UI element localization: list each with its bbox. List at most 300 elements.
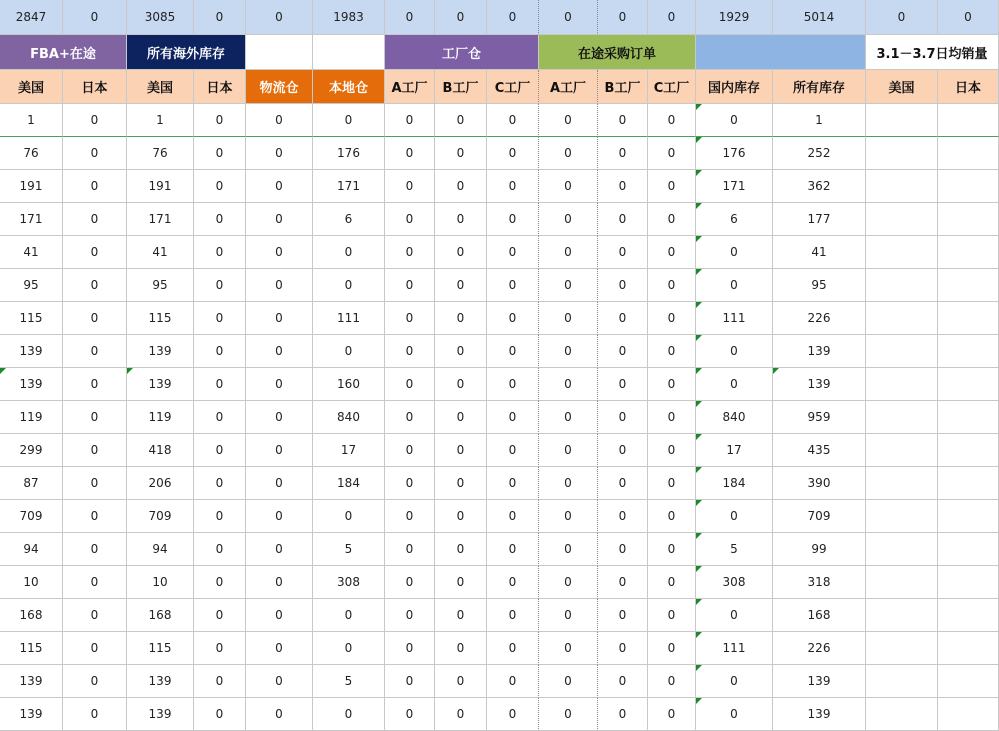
cell-sales-jp[interactable] <box>938 170 999 203</box>
cell-overseas-jp[interactable]: 0 <box>194 434 246 467</box>
cell-fba-us[interactable]: 139 <box>0 665 63 698</box>
cell-po-b[interactable]: 0 <box>598 236 648 269</box>
cell-factory-a[interactable]: 0 <box>385 401 435 434</box>
cell-domestic[interactable]: 17 <box>696 434 773 467</box>
total-cell[interactable]: 1983 <box>313 0 385 35</box>
cell-factory-c[interactable]: 0 <box>487 665 539 698</box>
cell-local[interactable]: 184 <box>313 467 385 500</box>
col-header-po-a[interactable]: A工厂 <box>539 70 598 104</box>
group-factory-header[interactable]: 工厂仓 <box>385 35 539 70</box>
total-cell[interactable]: 0 <box>385 0 435 35</box>
col-header-overseas-us[interactable]: 美国 <box>127 70 194 104</box>
cell-fba-us[interactable]: 87 <box>0 467 63 500</box>
cell-po-b[interactable]: 0 <box>598 434 648 467</box>
cell-local[interactable]: 308 <box>313 566 385 599</box>
cell-fba-us[interactable]: 168 <box>0 599 63 632</box>
cell-sales-jp[interactable] <box>938 104 999 137</box>
cell-factory-a[interactable]: 0 <box>385 698 435 731</box>
total-cell[interactable]: 0 <box>246 0 313 35</box>
cell-factory-c[interactable]: 0 <box>487 236 539 269</box>
cell-domestic[interactable]: 0 <box>696 104 773 137</box>
cell-po-c[interactable]: 0 <box>648 632 696 665</box>
cell-logistics[interactable]: 0 <box>246 104 313 137</box>
cell-sales-us[interactable] <box>866 203 938 236</box>
cell-domestic[interactable]: 0 <box>696 269 773 302</box>
cell-fba-us[interactable]: 94 <box>0 533 63 566</box>
cell-po-a[interactable]: 0 <box>539 434 598 467</box>
cell-sales-us[interactable] <box>866 698 938 731</box>
cell-overseas-us[interactable]: 115 <box>127 302 194 335</box>
cell-po-a[interactable]: 0 <box>539 170 598 203</box>
cell-po-b[interactable]: 0 <box>598 467 648 500</box>
cell-po-a[interactable]: 0 <box>539 104 598 137</box>
cell-overseas-jp[interactable]: 0 <box>194 269 246 302</box>
col-header-fba-us[interactable]: 美国 <box>0 70 63 104</box>
cell-fba-us[interactable]: 41 <box>0 236 63 269</box>
cell-fba-us[interactable]: 299 <box>0 434 63 467</box>
cell-overseas-jp[interactable]: 0 <box>194 368 246 401</box>
cell-factory-c[interactable]: 0 <box>487 335 539 368</box>
cell-po-b[interactable]: 0 <box>598 368 648 401</box>
cell-sales-us[interactable] <box>866 368 938 401</box>
cell-sales-jp[interactable] <box>938 137 999 170</box>
cell-fba-jp[interactable]: 0 <box>63 335 127 368</box>
cell-fba-jp[interactable]: 0 <box>63 566 127 599</box>
cell-fba-us[interactable]: 10 <box>0 566 63 599</box>
cell-fba-us[interactable]: 76 <box>0 137 63 170</box>
cell-sales-us[interactable] <box>866 599 938 632</box>
cell-overseas-jp[interactable]: 0 <box>194 335 246 368</box>
cell-po-c[interactable]: 0 <box>648 599 696 632</box>
cell-logistics[interactable]: 0 <box>246 665 313 698</box>
cell-factory-c[interactable]: 0 <box>487 533 539 566</box>
cell-po-a[interactable]: 0 <box>539 236 598 269</box>
cell-overseas-us[interactable]: 10 <box>127 566 194 599</box>
cell-logistics[interactable]: 0 <box>246 632 313 665</box>
cell-overseas-us[interactable]: 115 <box>127 632 194 665</box>
cell-factory-b[interactable]: 0 <box>435 599 487 632</box>
cell-factory-b[interactable]: 0 <box>435 566 487 599</box>
cell-factory-b[interactable]: 0 <box>435 401 487 434</box>
cell-fba-jp[interactable]: 0 <box>63 632 127 665</box>
cell-domestic[interactable]: 171 <box>696 170 773 203</box>
cell-sales-jp[interactable] <box>938 434 999 467</box>
cell-overseas-jp[interactable]: 0 <box>194 302 246 335</box>
cell-factory-c[interactable]: 0 <box>487 137 539 170</box>
cell-po-a[interactable]: 0 <box>539 566 598 599</box>
cell-overseas-us[interactable]: 139 <box>127 335 194 368</box>
cell-overseas-us[interactable]: 171 <box>127 203 194 236</box>
total-cell[interactable]: 0 <box>435 0 487 35</box>
cell-domestic[interactable]: 0 <box>696 599 773 632</box>
cell-logistics[interactable]: 0 <box>246 170 313 203</box>
cell-po-c[interactable]: 0 <box>648 698 696 731</box>
cell-factory-c[interactable]: 0 <box>487 500 539 533</box>
cell-overseas-jp[interactable]: 0 <box>194 566 246 599</box>
cell-factory-c[interactable]: 0 <box>487 566 539 599</box>
cell-fba-jp[interactable]: 0 <box>63 104 127 137</box>
cell-logistics[interactable]: 0 <box>246 533 313 566</box>
total-cell[interactable]: 0 <box>63 0 127 35</box>
cell-sales-jp[interactable] <box>938 236 999 269</box>
col-header-po-c[interactable]: C工厂 <box>648 70 696 104</box>
cell-factory-b[interactable]: 0 <box>435 269 487 302</box>
cell-sales-us[interactable] <box>866 269 938 302</box>
cell-total[interactable]: 177 <box>773 203 866 236</box>
cell-po-a[interactable]: 0 <box>539 698 598 731</box>
cell-fba-jp[interactable]: 0 <box>63 269 127 302</box>
cell-overseas-jp[interactable]: 0 <box>194 104 246 137</box>
blank-cell[interactable] <box>313 35 385 70</box>
cell-factory-a[interactable]: 0 <box>385 533 435 566</box>
cell-factory-a[interactable]: 0 <box>385 170 435 203</box>
cell-overseas-us[interactable]: 418 <box>127 434 194 467</box>
cell-fba-jp[interactable]: 0 <box>63 500 127 533</box>
cell-po-c[interactable]: 0 <box>648 335 696 368</box>
col-header-overseas-jp[interactable]: 日本 <box>194 70 246 104</box>
cell-fba-us[interactable]: 171 <box>0 203 63 236</box>
cell-factory-c[interactable]: 0 <box>487 269 539 302</box>
cell-local[interactable]: 0 <box>313 269 385 302</box>
cell-po-b[interactable]: 0 <box>598 269 648 302</box>
col-header-sales-us[interactable]: 美国 <box>866 70 938 104</box>
cell-factory-a[interactable]: 0 <box>385 434 435 467</box>
cell-overseas-us[interactable]: 139 <box>127 368 194 401</box>
cell-overseas-us[interactable]: 191 <box>127 170 194 203</box>
cell-logistics[interactable]: 0 <box>246 401 313 434</box>
total-cell[interactable]: 2847 <box>0 0 63 35</box>
group-po-header[interactable]: 在途采购订单 <box>539 35 696 70</box>
cell-po-b[interactable]: 0 <box>598 599 648 632</box>
cell-fba-jp[interactable]: 0 <box>63 203 127 236</box>
cell-factory-a[interactable]: 0 <box>385 335 435 368</box>
cell-po-c[interactable]: 0 <box>648 104 696 137</box>
cell-po-c[interactable]: 0 <box>648 665 696 698</box>
cell-po-a[interactable]: 0 <box>539 335 598 368</box>
cell-factory-b[interactable]: 0 <box>435 632 487 665</box>
col-header-factory-a[interactable]: A工厂 <box>385 70 435 104</box>
cell-po-a[interactable]: 0 <box>539 368 598 401</box>
cell-sales-jp[interactable] <box>938 665 999 698</box>
cell-factory-a[interactable]: 0 <box>385 500 435 533</box>
cell-local[interactable]: 5 <box>313 665 385 698</box>
col-header-domestic[interactable]: 国内库存 <box>696 70 773 104</box>
cell-logistics[interactable]: 0 <box>246 335 313 368</box>
col-header-po-b[interactable]: B工厂 <box>598 70 648 104</box>
cell-domestic[interactable]: 0 <box>696 665 773 698</box>
cell-sales-us[interactable] <box>866 104 938 137</box>
cell-sales-us[interactable] <box>866 236 938 269</box>
cell-po-b[interactable]: 0 <box>598 137 648 170</box>
cell-overseas-jp[interactable]: 0 <box>194 698 246 731</box>
cell-factory-b[interactable]: 0 <box>435 203 487 236</box>
cell-po-b[interactable]: 0 <box>598 566 648 599</box>
cell-po-b[interactable]: 0 <box>598 533 648 566</box>
cell-total[interactable]: 252 <box>773 137 866 170</box>
cell-fba-us[interactable]: 139 <box>0 335 63 368</box>
cell-sales-us[interactable] <box>866 632 938 665</box>
cell-overseas-us[interactable]: 139 <box>127 665 194 698</box>
cell-factory-b[interactable]: 0 <box>435 698 487 731</box>
cell-overseas-us[interactable]: 206 <box>127 467 194 500</box>
cell-sales-us[interactable] <box>866 434 938 467</box>
cell-overseas-jp[interactable]: 0 <box>194 467 246 500</box>
cell-overseas-us[interactable]: 41 <box>127 236 194 269</box>
cell-sales-jp[interactable] <box>938 566 999 599</box>
cell-fba-us[interactable]: 95 <box>0 269 63 302</box>
cell-total[interactable]: 139 <box>773 665 866 698</box>
cell-factory-a[interactable]: 0 <box>385 599 435 632</box>
cell-logistics[interactable]: 0 <box>246 500 313 533</box>
cell-po-c[interactable]: 0 <box>648 170 696 203</box>
cell-total[interactable]: 226 <box>773 632 866 665</box>
group-sales-header[interactable]: 3.1－3.7日均销量 <box>866 35 999 70</box>
cell-fba-us[interactable]: 119 <box>0 401 63 434</box>
cell-factory-a[interactable]: 0 <box>385 467 435 500</box>
col-header-fba-jp[interactable]: 日本 <box>63 70 127 104</box>
cell-local[interactable]: 0 <box>313 500 385 533</box>
cell-factory-b[interactable]: 0 <box>435 368 487 401</box>
cell-factory-b[interactable]: 0 <box>435 302 487 335</box>
cell-total[interactable]: 226 <box>773 302 866 335</box>
cell-domestic[interactable]: 111 <box>696 632 773 665</box>
cell-fba-jp[interactable]: 0 <box>63 137 127 170</box>
cell-local[interactable]: 171 <box>313 170 385 203</box>
cell-fba-jp[interactable]: 0 <box>63 665 127 698</box>
cell-sales-us[interactable] <box>866 566 938 599</box>
cell-local[interactable]: 840 <box>313 401 385 434</box>
cell-local[interactable]: 0 <box>313 698 385 731</box>
cell-factory-b[interactable]: 0 <box>435 137 487 170</box>
cell-sales-jp[interactable] <box>938 335 999 368</box>
cell-po-a[interactable]: 0 <box>539 203 598 236</box>
cell-fba-jp[interactable]: 0 <box>63 401 127 434</box>
cell-logistics[interactable]: 0 <box>246 269 313 302</box>
cell-local[interactable]: 0 <box>313 236 385 269</box>
cell-sales-jp[interactable] <box>938 302 999 335</box>
cell-factory-a[interactable]: 0 <box>385 203 435 236</box>
cell-po-a[interactable]: 0 <box>539 302 598 335</box>
cell-total[interactable]: 1 <box>773 104 866 137</box>
cell-overseas-jp[interactable]: 0 <box>194 500 246 533</box>
cell-overseas-jp[interactable]: 0 <box>194 236 246 269</box>
cell-overseas-jp[interactable]: 0 <box>194 533 246 566</box>
cell-logistics[interactable]: 0 <box>246 137 313 170</box>
cell-po-c[interactable]: 0 <box>648 467 696 500</box>
cell-total[interactable]: 390 <box>773 467 866 500</box>
cell-po-b[interactable]: 0 <box>598 698 648 731</box>
cell-total[interactable]: 139 <box>773 368 866 401</box>
total-cell[interactable]: 0 <box>648 0 696 35</box>
cell-domestic[interactable]: 0 <box>696 368 773 401</box>
cell-overseas-jp[interactable]: 0 <box>194 599 246 632</box>
total-cell[interactable]: 0 <box>194 0 246 35</box>
cell-sales-us[interactable] <box>866 533 938 566</box>
cell-sales-jp[interactable] <box>938 632 999 665</box>
cell-sales-us[interactable] <box>866 500 938 533</box>
cell-factory-b[interactable]: 0 <box>435 665 487 698</box>
cell-domestic[interactable]: 0 <box>696 698 773 731</box>
cell-factory-a[interactable]: 0 <box>385 665 435 698</box>
cell-factory-c[interactable]: 0 <box>487 302 539 335</box>
cell-local[interactable]: 160 <box>313 368 385 401</box>
total-cell[interactable]: 0 <box>539 0 598 35</box>
cell-local[interactable]: 5 <box>313 533 385 566</box>
cell-domestic[interactable]: 0 <box>696 500 773 533</box>
cell-overseas-jp[interactable]: 0 <box>194 632 246 665</box>
cell-sales-jp[interactable] <box>938 467 999 500</box>
cell-logistics[interactable]: 0 <box>246 467 313 500</box>
cell-overseas-us[interactable]: 76 <box>127 137 194 170</box>
cell-logistics[interactable]: 0 <box>246 599 313 632</box>
cell-local[interactable]: 0 <box>313 632 385 665</box>
cell-po-b[interactable]: 0 <box>598 203 648 236</box>
cell-domestic[interactable]: 184 <box>696 467 773 500</box>
col-header-factory-b[interactable]: B工厂 <box>435 70 487 104</box>
cell-sales-jp[interactable] <box>938 599 999 632</box>
cell-sales-jp[interactable] <box>938 401 999 434</box>
cell-factory-c[interactable]: 0 <box>487 368 539 401</box>
cell-overseas-jp[interactable]: 0 <box>194 137 246 170</box>
cell-fba-us[interactable]: 709 <box>0 500 63 533</box>
blank-blue-cell[interactable] <box>696 35 866 70</box>
cell-fba-us[interactable]: 1 <box>0 104 63 137</box>
cell-domestic[interactable]: 6 <box>696 203 773 236</box>
cell-sales-jp[interactable] <box>938 269 999 302</box>
cell-factory-a[interactable]: 0 <box>385 566 435 599</box>
cell-overseas-us[interactable]: 168 <box>127 599 194 632</box>
cell-fba-jp[interactable]: 0 <box>63 302 127 335</box>
cell-factory-b[interactable]: 0 <box>435 500 487 533</box>
cell-po-b[interactable]: 0 <box>598 302 648 335</box>
cell-total[interactable]: 959 <box>773 401 866 434</box>
cell-sales-us[interactable] <box>866 467 938 500</box>
cell-overseas-jp[interactable]: 0 <box>194 665 246 698</box>
cell-po-a[interactable]: 0 <box>539 533 598 566</box>
cell-factory-a[interactable]: 0 <box>385 269 435 302</box>
cell-factory-a[interactable]: 0 <box>385 104 435 137</box>
cell-local[interactable]: 0 <box>313 104 385 137</box>
cell-logistics[interactable]: 0 <box>246 698 313 731</box>
cell-po-b[interactable]: 0 <box>598 632 648 665</box>
cell-sales-jp[interactable] <box>938 203 999 236</box>
cell-domestic[interactable]: 111 <box>696 302 773 335</box>
cell-total[interactable]: 168 <box>773 599 866 632</box>
cell-factory-c[interactable]: 0 <box>487 203 539 236</box>
col-header-logistics[interactable]: 物流仓 <box>246 70 313 104</box>
cell-logistics[interactable]: 0 <box>246 203 313 236</box>
cell-po-a[interactable]: 0 <box>539 467 598 500</box>
cell-factory-c[interactable]: 0 <box>487 434 539 467</box>
cell-po-c[interactable]: 0 <box>648 566 696 599</box>
cell-fba-jp[interactable]: 0 <box>63 170 127 203</box>
cell-local[interactable]: 0 <box>313 599 385 632</box>
cell-local[interactable]: 6 <box>313 203 385 236</box>
cell-sales-us[interactable] <box>866 335 938 368</box>
total-cell[interactable]: 0 <box>598 0 648 35</box>
cell-overseas-jp[interactable]: 0 <box>194 170 246 203</box>
cell-overseas-jp[interactable]: 0 <box>194 203 246 236</box>
group-fba-header[interactable]: FBA+在途 <box>0 35 127 70</box>
cell-po-c[interactable]: 0 <box>648 500 696 533</box>
cell-domestic[interactable]: 0 <box>696 335 773 368</box>
cell-fba-jp[interactable]: 0 <box>63 434 127 467</box>
cell-po-a[interactable]: 0 <box>539 137 598 170</box>
cell-factory-c[interactable]: 0 <box>487 401 539 434</box>
cell-po-c[interactable]: 0 <box>648 269 696 302</box>
cell-po-b[interactable]: 0 <box>598 170 648 203</box>
total-cell[interactable]: 1929 <box>696 0 773 35</box>
cell-po-c[interactable]: 0 <box>648 302 696 335</box>
total-cell[interactable]: 3085 <box>127 0 194 35</box>
col-header-sales-jp[interactable]: 日本 <box>938 70 999 104</box>
cell-fba-us[interactable]: 139 <box>0 698 63 731</box>
cell-overseas-us[interactable]: 1 <box>127 104 194 137</box>
cell-sales-us[interactable] <box>866 170 938 203</box>
cell-po-c[interactable]: 0 <box>648 533 696 566</box>
cell-total[interactable]: 435 <box>773 434 866 467</box>
cell-factory-b[interactable]: 0 <box>435 236 487 269</box>
cell-sales-jp[interactable] <box>938 698 999 731</box>
cell-domestic[interactable]: 176 <box>696 137 773 170</box>
cell-factory-a[interactable]: 0 <box>385 137 435 170</box>
cell-overseas-us[interactable]: 709 <box>127 500 194 533</box>
cell-factory-c[interactable]: 0 <box>487 698 539 731</box>
cell-po-c[interactable]: 0 <box>648 434 696 467</box>
cell-po-c[interactable]: 0 <box>648 236 696 269</box>
cell-total[interactable]: 95 <box>773 269 866 302</box>
cell-fba-us[interactable]: 115 <box>0 302 63 335</box>
cell-total[interactable]: 362 <box>773 170 866 203</box>
col-header-total[interactable]: 所有库存 <box>773 70 866 104</box>
cell-factory-b[interactable]: 0 <box>435 467 487 500</box>
cell-fba-jp[interactable]: 0 <box>63 236 127 269</box>
cell-sales-jp[interactable] <box>938 368 999 401</box>
cell-factory-a[interactable]: 0 <box>385 302 435 335</box>
cell-logistics[interactable]: 0 <box>246 302 313 335</box>
cell-logistics[interactable]: 0 <box>246 566 313 599</box>
cell-po-b[interactable]: 0 <box>598 500 648 533</box>
cell-po-a[interactable]: 0 <box>539 599 598 632</box>
cell-po-a[interactable]: 0 <box>539 632 598 665</box>
cell-sales-us[interactable] <box>866 302 938 335</box>
cell-factory-b[interactable]: 0 <box>435 170 487 203</box>
cell-sales-jp[interactable] <box>938 533 999 566</box>
cell-total[interactable]: 139 <box>773 335 866 368</box>
cell-fba-jp[interactable]: 0 <box>63 599 127 632</box>
cell-po-b[interactable]: 0 <box>598 335 648 368</box>
total-cell[interactable]: 0 <box>938 0 999 35</box>
cell-domestic[interactable]: 0 <box>696 236 773 269</box>
total-cell[interactable]: 5014 <box>773 0 866 35</box>
total-cell[interactable]: 0 <box>866 0 938 35</box>
cell-sales-us[interactable] <box>866 665 938 698</box>
cell-po-b[interactable]: 0 <box>598 104 648 137</box>
cell-factory-b[interactable]: 0 <box>435 104 487 137</box>
cell-factory-a[interactable]: 0 <box>385 236 435 269</box>
cell-fba-us[interactable]: 115 <box>0 632 63 665</box>
cell-fba-jp[interactable]: 0 <box>63 533 127 566</box>
col-header-local[interactable]: 本地仓 <box>313 70 385 104</box>
cell-po-b[interactable]: 0 <box>598 665 648 698</box>
cell-factory-b[interactable]: 0 <box>435 533 487 566</box>
cell-po-c[interactable]: 0 <box>648 203 696 236</box>
cell-factory-b[interactable]: 0 <box>435 335 487 368</box>
cell-po-c[interactable]: 0 <box>648 137 696 170</box>
cell-po-a[interactable]: 0 <box>539 500 598 533</box>
cell-factory-b[interactable]: 0 <box>435 434 487 467</box>
cell-fba-jp[interactable]: 0 <box>63 467 127 500</box>
